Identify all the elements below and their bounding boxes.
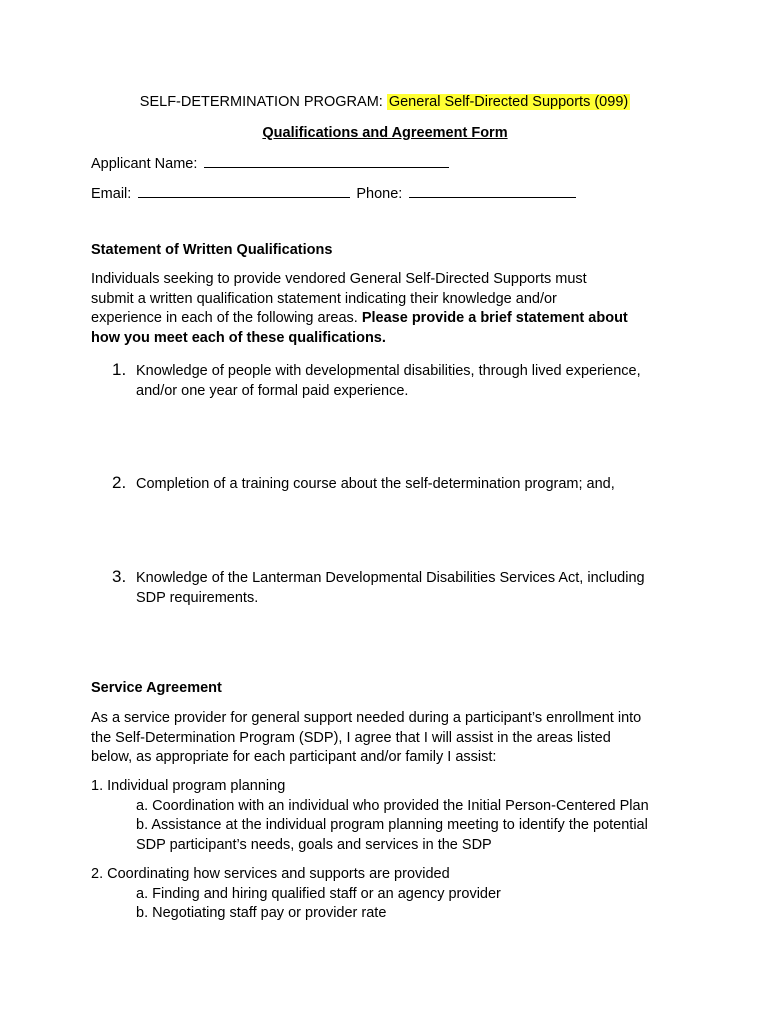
qualification-item-1-text [136, 362, 641, 401]
section-line: a. Finding and hiring qualified staff or an agency provider [136, 885, 501, 902]
item-line: Knowledge of the Lanterman Developmental Disabilities Services Act, including [136, 570, 645, 586]
contact-row [91, 184, 576, 202]
agreement-intro-line: As a service provider for general support needed during a participant’s enrollment into [91, 710, 642, 726]
section-line: a. Coordination with an individual who provided the Initial Person-Centered Plan [136, 797, 649, 814]
section-title: 1. Individual program planning [91, 778, 286, 794]
email-field[interactable] [138, 184, 350, 198]
email-label: Email: [91, 186, 132, 202]
section-title: 2. Coordinating how services and supports are provided [91, 866, 450, 882]
qualifications-intro-text: experience in each of the following areas. [91, 310, 362, 326]
agreement-section-1 [91, 777, 649, 855]
qualification-item-2 [112, 473, 126, 493]
qualifications-intro-emphasis: Please provide a brief statement about [361, 310, 628, 326]
section-line: SDP participant’s needs, goals and services in the SDP [136, 836, 492, 853]
item-number: 2. [112, 473, 127, 492]
section-line: b. Assistance at the individual program planning meeting to identify the potential [136, 817, 648, 833]
qualifications-intro-line [91, 309, 628, 329]
agreement-heading: Service Agreement [91, 680, 222, 696]
qualifications-intro [91, 270, 628, 348]
qualifications-heading: Statement of Written Qualifications [91, 242, 333, 258]
phone-field[interactable] [409, 184, 576, 198]
agreement-intro [91, 709, 641, 768]
program-name-highlighted: General Self-Directed Supports (099) [388, 94, 629, 110]
applicant-name-row [91, 154, 449, 172]
agreement-intro-line: the Self-Determination Program (SDP), I agree that I will assist in the areas listed [91, 729, 611, 746]
item-number: 3. [112, 567, 127, 586]
item-line: Knowledge of people with developmental disabilities, through lived experience, [136, 363, 641, 379]
item-line: Completion of a training course about the self-determination program; and, [136, 476, 615, 492]
agreement-intro-line: below, as appropriate for each participant and/or family I assist: [91, 749, 497, 765]
form-title: Qualifications and Agreement Form [262, 125, 508, 141]
qualification-item-2-text [136, 475, 615, 495]
qualification-item-3-text [136, 569, 645, 608]
program-prefix: SELF-DETERMINATION PROGRAM: [139, 94, 387, 110]
agreement-section-2 [91, 865, 501, 924]
program-title [0, 94, 770, 110]
section-line: b. Negotiating staff pay or provider rate [136, 905, 387, 921]
qualification-item-3 [112, 567, 126, 587]
applicant-name-field[interactable] [204, 154, 449, 168]
item-number: 1. [112, 360, 127, 379]
qualifications-intro-line: submit a written qualification statement indicating their knowledge and/or [91, 290, 557, 307]
applicant-name-label: Applicant Name: [91, 156, 198, 172]
qualifications-intro-line: Individuals seeking to provide vendored General Self-Directed Supports must [91, 271, 587, 287]
item-line: SDP requirements. [136, 589, 259, 606]
qualifications-intro-emphasis: how you meet each of these qualifications. [91, 329, 386, 346]
qualification-item-1 [112, 360, 126, 380]
phone-label: Phone: [356, 186, 403, 202]
item-line: and/or one year of formal paid experience. [136, 382, 409, 399]
